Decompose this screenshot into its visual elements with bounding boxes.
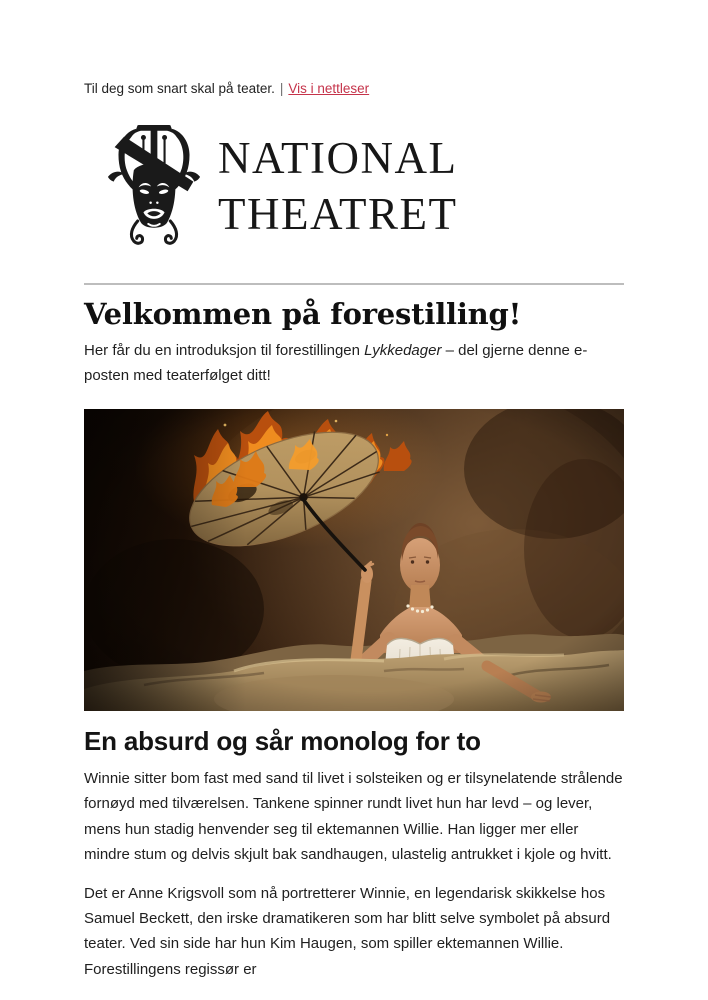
article-heading: En absurd og sår monolog for to [84, 726, 481, 756]
section-divider [84, 283, 624, 285]
preheader [84, 0, 624, 98]
preheader-separator: | [279, 81, 284, 96]
theatre-wordmark [218, 130, 457, 242]
wordmark-line1: NATIONAL [218, 132, 458, 183]
lead-show-title: Lykkedager [364, 342, 442, 359]
preheader-text: Til deg som snart skal på teater. [84, 81, 275, 96]
welcome-heading: Velkommen på forestilling! [84, 297, 522, 331]
lead-text-before: Her får du en introduksjon til forestillingen [84, 342, 365, 359]
theatre-logo[interactable] [106, 122, 624, 249]
view-in-browser-link[interactable]: Vis i nettleser [288, 81, 370, 96]
newsletter-content [84, 0, 624, 982]
wordmark-line2: THEATRET [218, 188, 458, 239]
tragedy-mask-lyre-icon [106, 122, 202, 249]
article-paragraph-2: Det er Anne Krigsvoll som nå portretterer Winnie, en legendarisk skikkelse hos Samuel Beckett, den irske dramatikeren som har blitt selve symbolet på absurd teater. Ved sin side har hun Kim Haugen, som spiller ektemannen Willie. Forestillingens regissør er [84, 884, 611, 978]
left-shadow-overlay [84, 409, 624, 711]
hero-image-burning-parasol[interactable] [84, 409, 624, 711]
article-paragraph-1: Winnie sitter bom fast med sand til livet i solsteiken og er tilsynelatende strålende fornøyd med tilværelsen. Tankene spinner rundt livet hun har levd – og lever, mens hun stadig henvender seg til ektemannen Willie. Han ligger mer eller mindre stum og delvis skjult bak sandhaugen, ulastelig antrukket i kjole og hvitt. [84, 770, 623, 864]
lead-text-after: – del gjerne denne e-posten med teaterfølget ditt! [84, 342, 588, 384]
intro-lead [84, 338, 624, 388]
